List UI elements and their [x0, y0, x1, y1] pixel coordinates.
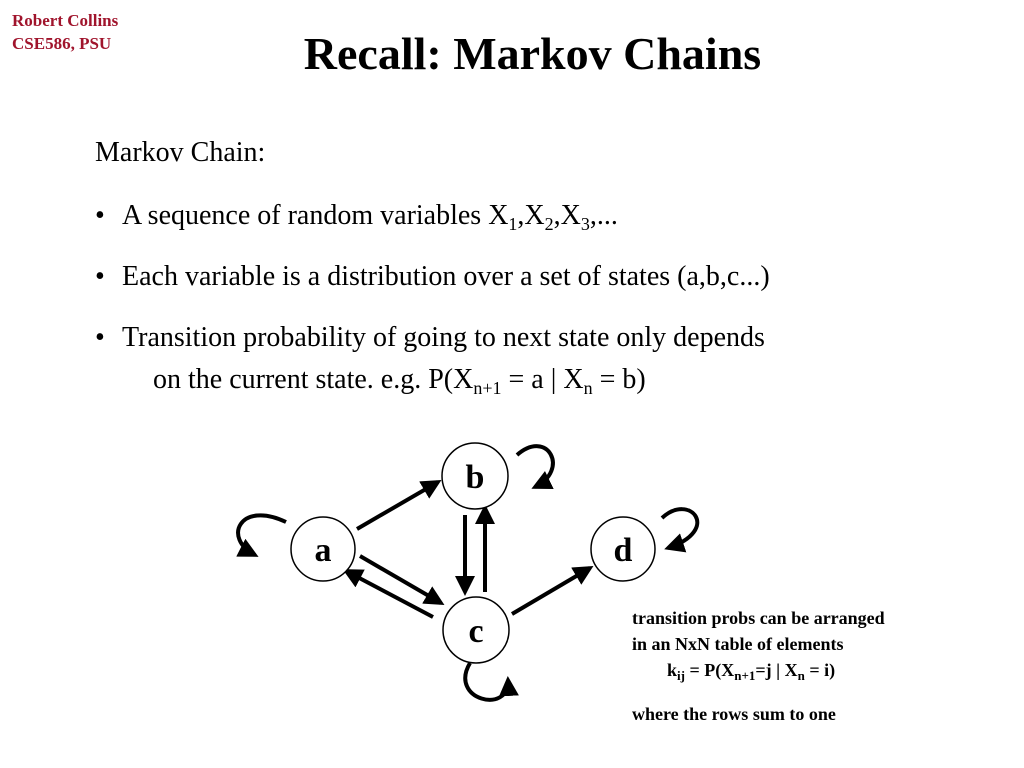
bullet-dot: • — [95, 322, 105, 353]
author-name: Robert Collins — [12, 11, 119, 30]
eq-part: =j | X — [755, 660, 798, 680]
course-label: CSE586, PSU — [12, 34, 112, 53]
subscript: n — [583, 378, 593, 398]
edge-c-to-d — [512, 568, 590, 614]
subscript: ij — [677, 668, 685, 683]
subscript: 1 — [508, 214, 518, 234]
subscript: n — [797, 668, 805, 683]
slide-title: Recall: Markov Chains — [303, 28, 762, 79]
bullet-text-sep: ,X — [553, 200, 581, 231]
bullet-text-sep: ,X — [517, 200, 545, 231]
node-d — [591, 517, 655, 581]
self-loop-c — [465, 663, 508, 700]
note-line-2: in an NxN table of elements — [632, 634, 844, 654]
node-c — [443, 597, 509, 663]
subscript: n+1 — [734, 668, 756, 683]
bullet-text: Transition probability of going to next state only depends — [122, 322, 765, 353]
eq-part: k — [667, 660, 678, 680]
bullet-dot: • — [95, 261, 105, 292]
edge-a-to-c — [360, 556, 441, 603]
bullet-text-tail: ,... — [589, 200, 618, 231]
transition-note — [632, 605, 885, 727]
bullet-dot: • — [95, 200, 105, 231]
self-loop-d — [662, 509, 697, 548]
eq-part: = i) — [804, 660, 836, 680]
node-label-b: b — [465, 459, 485, 496]
bullet-text-main: A sequence of random variables X — [122, 200, 509, 231]
note-line-1: transition probs can be arranged — [632, 608, 885, 628]
self-loop-a — [238, 515, 286, 555]
subscript: 2 — [544, 214, 554, 234]
section-heading: Markov Chain: — [95, 137, 266, 168]
eq-part: = P(X — [684, 660, 735, 680]
note-equation — [632, 657, 885, 685]
bullet-text: Each variable is a distribution over a set of states (a,b,c...) — [122, 261, 770, 292]
note-line-4: where the rows sum to one — [632, 704, 836, 724]
node-a — [291, 517, 355, 581]
subscript: n+1 — [473, 378, 502, 398]
continuation-text: on the current state. e.g. P(X — [153, 364, 474, 395]
node-label-c: c — [468, 613, 484, 650]
subscript: 3 — [580, 214, 590, 234]
self-loop-b — [517, 446, 553, 487]
edge-a-to-b — [357, 482, 438, 529]
node-label-d: d — [613, 532, 633, 569]
edge-c-to-a — [346, 571, 433, 617]
node-label-a: a — [314, 532, 332, 569]
continuation-text: = a | X — [501, 364, 584, 395]
node-b — [442, 443, 508, 509]
continuation-text: = b) — [592, 364, 646, 395]
